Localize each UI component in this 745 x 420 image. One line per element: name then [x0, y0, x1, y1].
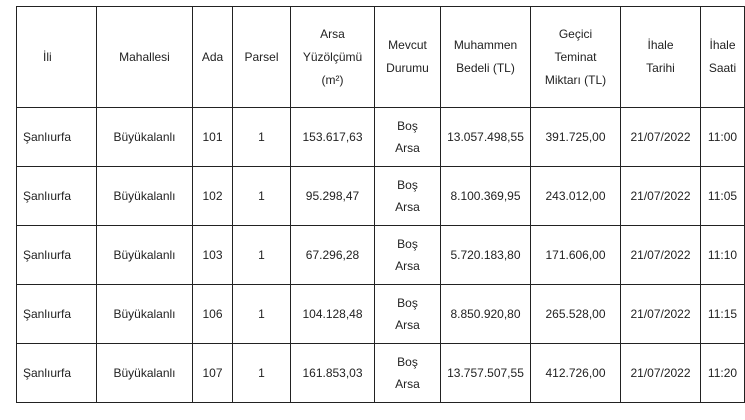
- table-row: [17, 226, 745, 285]
- cell-parsel: 1: [233, 285, 291, 344]
- cell-yuzolcumu: 67.296,28: [291, 226, 375, 285]
- cell-teminat: 391.725,00: [531, 108, 621, 167]
- table-row: [17, 285, 745, 344]
- table-row: [17, 108, 745, 167]
- cell-parsel: 1: [233, 226, 291, 285]
- header-teminat: [531, 7, 621, 108]
- header-tarih: [621, 7, 701, 108]
- cell-durum-line-2: Arsa: [395, 377, 420, 391]
- header-durum: [375, 7, 441, 108]
- cell-bedel: 13.757.507,55: [441, 344, 531, 403]
- header-teminat-line-3: Miktarı (TL): [544, 72, 607, 87]
- header-mahallesi: [97, 7, 193, 108]
- cell-ada: 102: [193, 167, 233, 226]
- header-saat: [701, 7, 745, 108]
- header-yuzolcumu-line-1: Arsa: [320, 26, 345, 41]
- header-durum-line-1: Mevcut: [388, 38, 427, 52]
- cell-ada: 103: [193, 226, 233, 285]
- cell-durum-line-2: Arsa: [395, 259, 420, 273]
- cell-mahalle: Büyükalanlı: [97, 285, 193, 344]
- cell-durum: [375, 226, 441, 285]
- cell-il: Şanlıurfa: [17, 167, 97, 226]
- header-saat-line-1: İhale: [709, 38, 736, 52]
- header-yuzolcumu-line-2: Yüzölçümü: [302, 49, 363, 64]
- header-tarih-line-2: Tarihi: [646, 61, 675, 75]
- cell-teminat: 412.726,00: [531, 344, 621, 403]
- cell-il: Şanlıurfa: [17, 285, 97, 344]
- header-bedel-line-2: Bedeli (TL): [456, 61, 515, 75]
- cell-yuzolcumu: 153.617,63: [291, 108, 375, 167]
- cell-durum-line-2: Arsa: [395, 318, 420, 332]
- cell-mahalle: Büyükalanlı: [97, 226, 193, 285]
- header-row: [17, 7, 745, 108]
- header-tarih-line-1: İhale: [647, 38, 674, 52]
- cell-durum-line-1: Boş: [397, 296, 418, 310]
- cell-bedel: 5.720.183,80: [441, 226, 531, 285]
- cell-saat: 11:15: [701, 285, 745, 344]
- cell-ada: 107: [193, 344, 233, 403]
- cell-tarih: 21/07/2022: [621, 226, 701, 285]
- cell-il: Şanlıurfa: [17, 108, 97, 167]
- header-teminat-line-2: Teminat: [554, 49, 597, 64]
- cell-saat: 11:00: [701, 108, 745, 167]
- header-bedel-line-1: Muhammen: [453, 38, 518, 52]
- header-teminat-line-1: Geçici: [558, 26, 593, 41]
- table-row: [17, 344, 745, 403]
- cell-tarih: 21/07/2022: [621, 285, 701, 344]
- header-il-line: İli: [43, 49, 52, 64]
- cell-yuzolcumu: 161.853,03: [291, 344, 375, 403]
- cell-durum: [375, 285, 441, 344]
- cell-durum-line-2: Arsa: [395, 200, 420, 214]
- cell-durum-line-2: Arsa: [395, 141, 420, 155]
- cell-yuzolcumu: 104.128,48: [291, 285, 375, 344]
- cell-teminat: 243.012,00: [531, 167, 621, 226]
- table-row: [17, 167, 745, 226]
- cell-bedel: 13.057.498,55: [441, 108, 531, 167]
- auction-table: [16, 6, 745, 403]
- header-ada-line: Ada: [201, 49, 224, 64]
- cell-durum-line-1: Boş: [397, 237, 418, 251]
- cell-il: Şanlıurfa: [17, 344, 97, 403]
- header-parsel: [233, 7, 291, 108]
- cell-teminat: 171.606,00: [531, 226, 621, 285]
- cell-teminat: 265.528,00: [531, 285, 621, 344]
- header-yuzolcumu: [291, 7, 375, 108]
- header-yuzolcumu-line-3: (m²): [321, 72, 344, 87]
- cell-tarih: 21/07/2022: [621, 108, 701, 167]
- header-parsel-line: Parsel: [244, 49, 279, 64]
- cell-durum-line-1: Boş: [397, 355, 418, 369]
- cell-saat: 11:20: [701, 344, 745, 403]
- cell-durum: [375, 167, 441, 226]
- cell-mahalle: Büyükalanlı: [97, 167, 193, 226]
- cell-ada: 101: [193, 108, 233, 167]
- table-body: [17, 108, 745, 403]
- header-saat-line-2: Saati: [708, 61, 737, 75]
- cell-parsel: 1: [233, 344, 291, 403]
- header-il: [17, 7, 97, 108]
- cell-il: Şanlıurfa: [17, 226, 97, 285]
- header-durum-line-2: Durumu: [386, 61, 429, 75]
- header-mahallesi-line: Mahallesi: [119, 49, 170, 64]
- table-header: [17, 7, 745, 108]
- cell-tarih: 21/07/2022: [621, 344, 701, 403]
- auction-table-container: [16, 6, 738, 403]
- cell-parsel: 1: [233, 167, 291, 226]
- cell-ada: 106: [193, 285, 233, 344]
- cell-yuzolcumu: 95.298,47: [291, 167, 375, 226]
- cell-durum-line-1: Boş: [397, 178, 418, 192]
- header-ada: [193, 7, 233, 108]
- cell-bedel: 8.850.920,80: [441, 285, 531, 344]
- cell-durum: [375, 344, 441, 403]
- cell-durum-line-1: Boş: [397, 119, 418, 133]
- cell-tarih: 21/07/2022: [621, 167, 701, 226]
- cell-mahalle: Büyükalanlı: [97, 108, 193, 167]
- cell-saat: 11:05: [701, 167, 745, 226]
- cell-mahalle: Büyükalanlı: [97, 344, 193, 403]
- cell-bedel: 8.100.369,95: [441, 167, 531, 226]
- cell-durum: [375, 108, 441, 167]
- header-bedel: [441, 7, 531, 108]
- cell-parsel: 1: [233, 108, 291, 167]
- cell-saat: 11:10: [701, 226, 745, 285]
